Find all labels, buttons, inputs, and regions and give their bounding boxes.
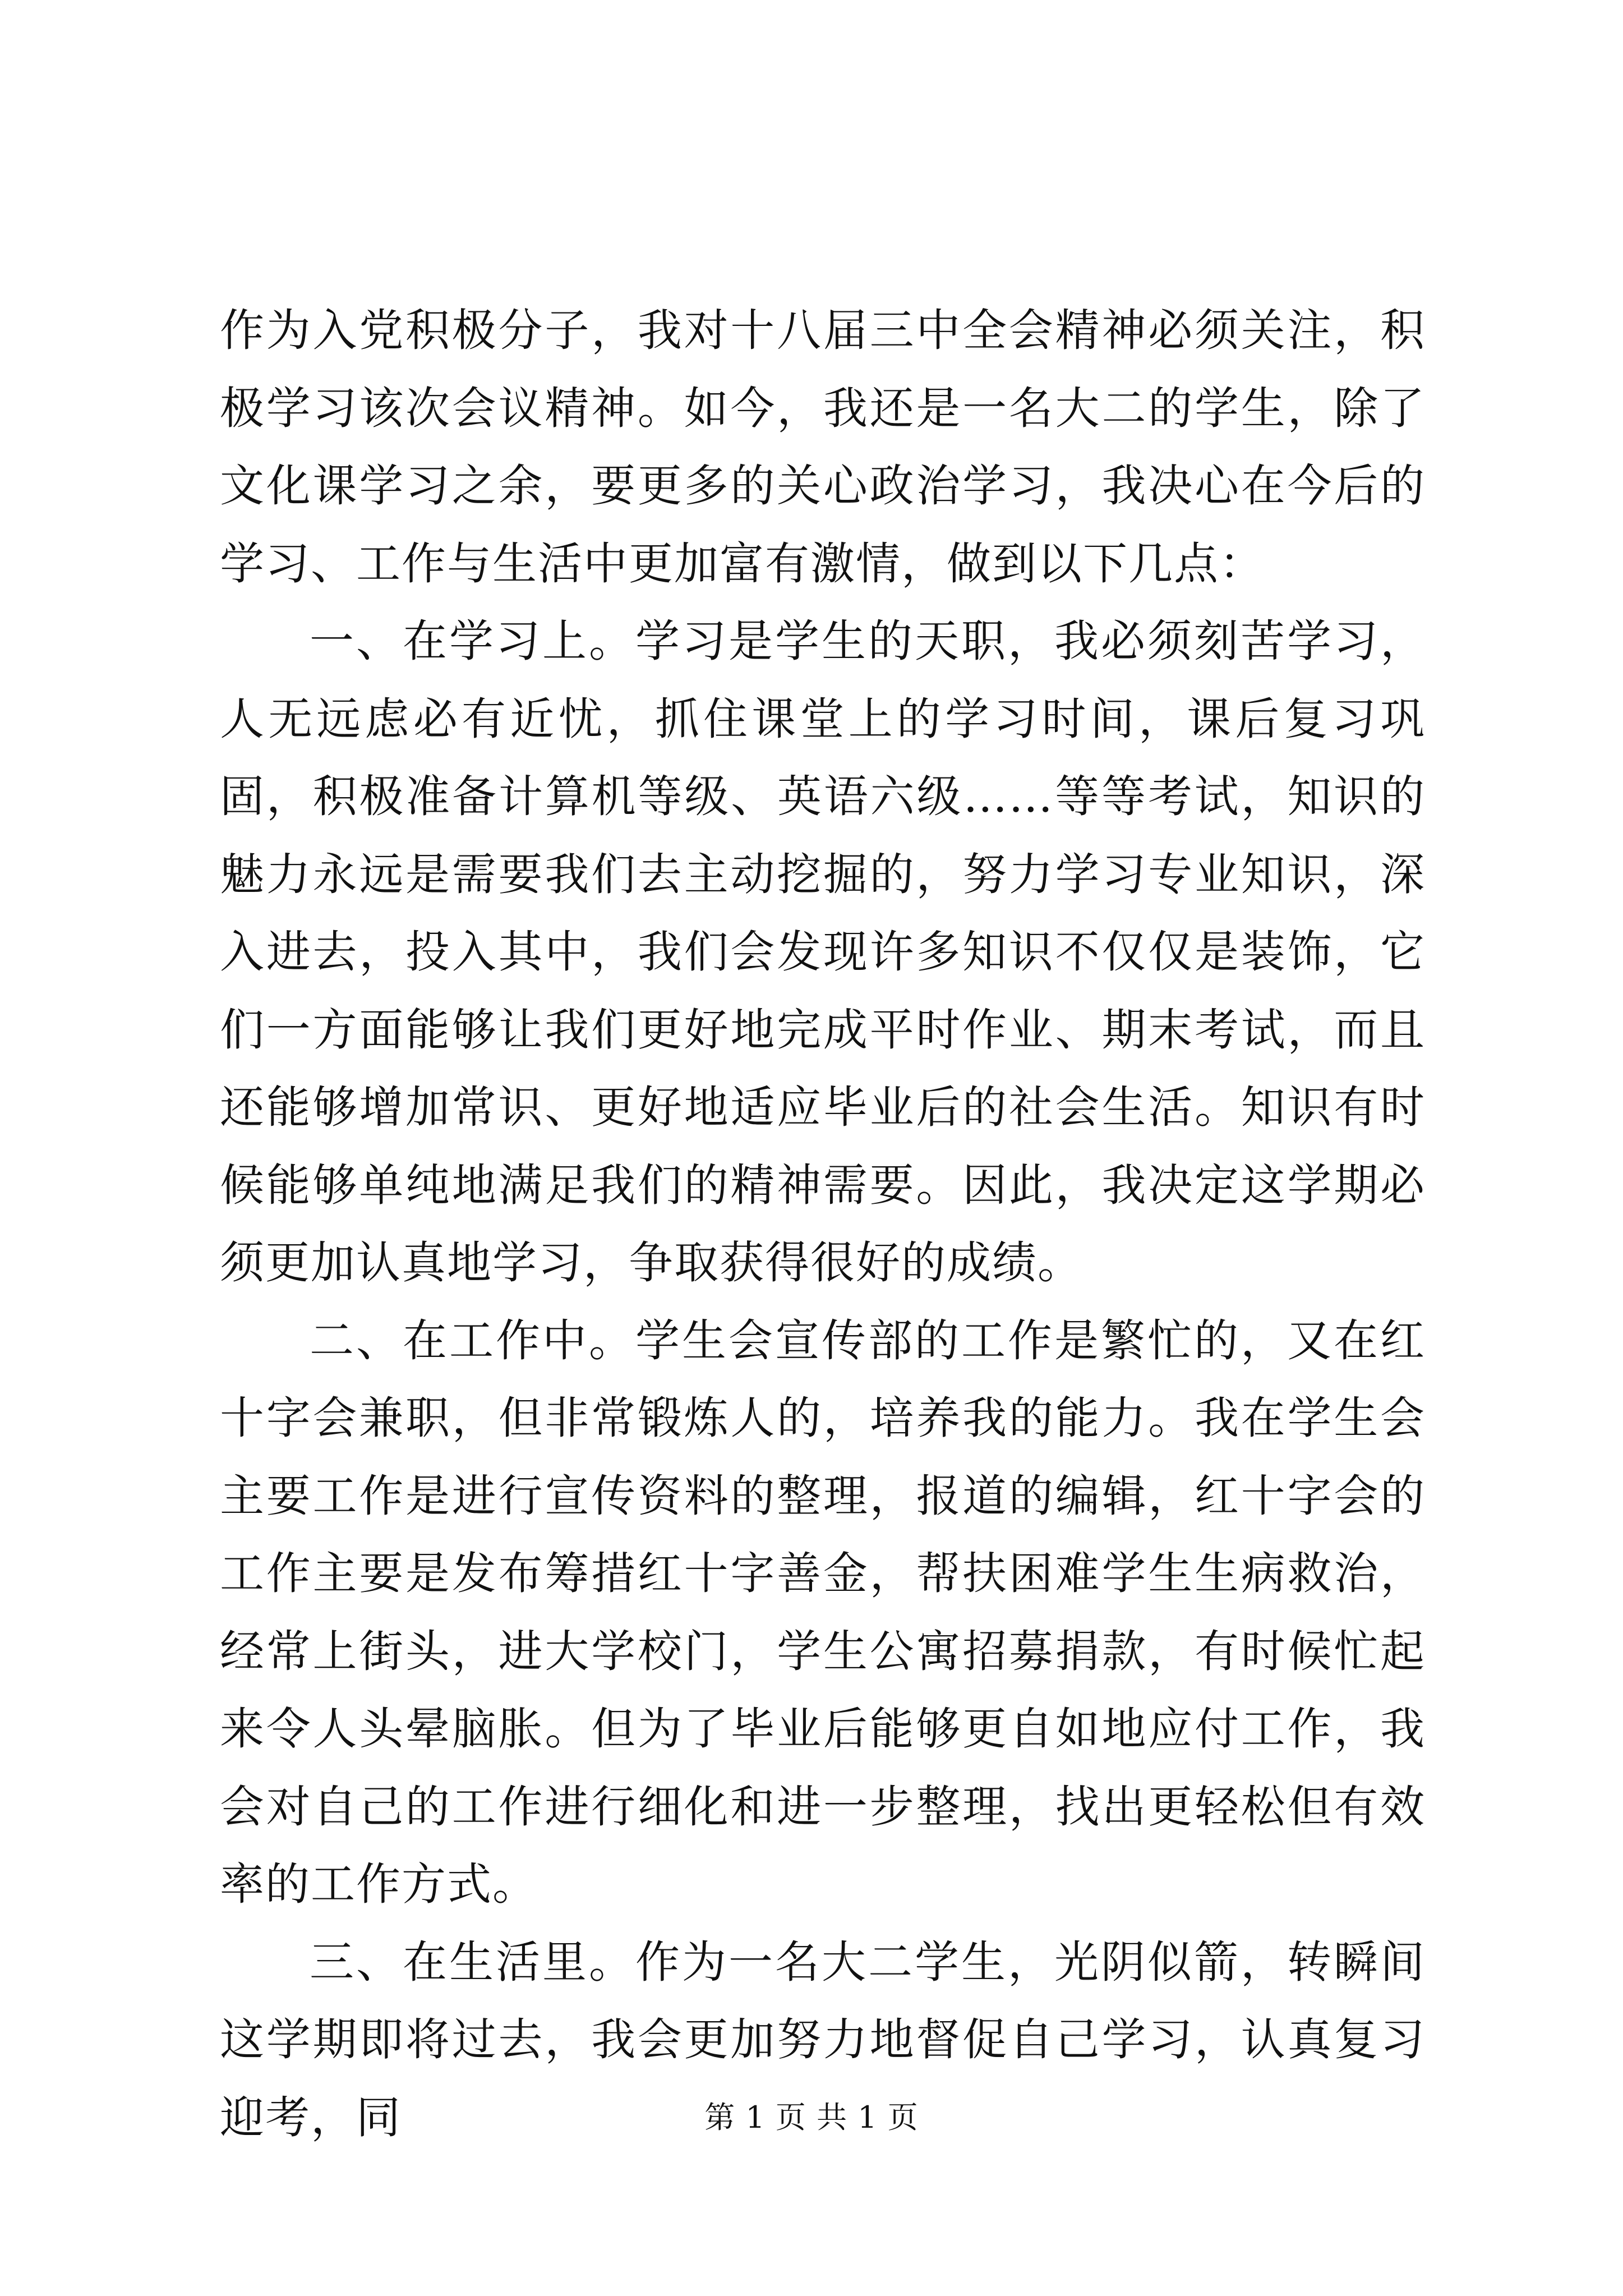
page-footer: 第 1 页 共 1 页 (704, 2100, 919, 2135)
paragraph-life: 三、在生活里。作为一名大二学生，光阴似箭，转瞬间这学期即将过去，我会更加努力地督促自己学习，认真复习迎考，同 (220, 1936, 1426, 2143)
document-body (220, 292, 1426, 2156)
paragraph-intro: 作为入党积极分子，我对十八届三中全会精神必须关注，积极学习该次会议精神。如今，我还是一名大二的学生，除了文化课学习之余，要更多的关心政治学习，我决心在今后的学习、工作与生活中更加富有激情，做到以下几点： (220, 305, 1426, 590)
paragraph-study: 一、在学习上。学习是学生的天职，我必须刻苦学习，人无远虑必有近忧，抓住课堂上的学习时间，课后复习巩固，积极准备计算机等级、英语六级……等等考试，知识的魅力永远是需要我们去主动挖掘的，努力学习专业知识，深入进去，投入其中，我们会发现许多知识不仅仅是装饰，它们一方面能够让我们更好地完成平时作业、期末考试，而且还能够增加常识、更好地适应毕业后的社会生活。知识有时候能够单纯地满足我们的精神需要。因此，我决定这学期必须更加认真地学习，争取获得很好的成绩。 (220, 615, 1426, 1289)
paragraph-work: 二、在工作中。学生会宣传部的工作是繁忙的，又在红十字会兼职，但非常锻炼人的，培养我的能力。我在学生会主要工作是进行宣传资料的整理，报道的编辑，红十字会的工作主要是发布筹措红十字善金，帮扶困难学生生病救治，经常上街头，进大学校门，学生公寓招募捐款，有时候忙起来令人头晕脑胀。但为了毕业后能够更自如地应付工作，我会对自己的工作进行细化和进一步整理，找出更轻松但有效率的工作方式。 (220, 1314, 1426, 1910)
